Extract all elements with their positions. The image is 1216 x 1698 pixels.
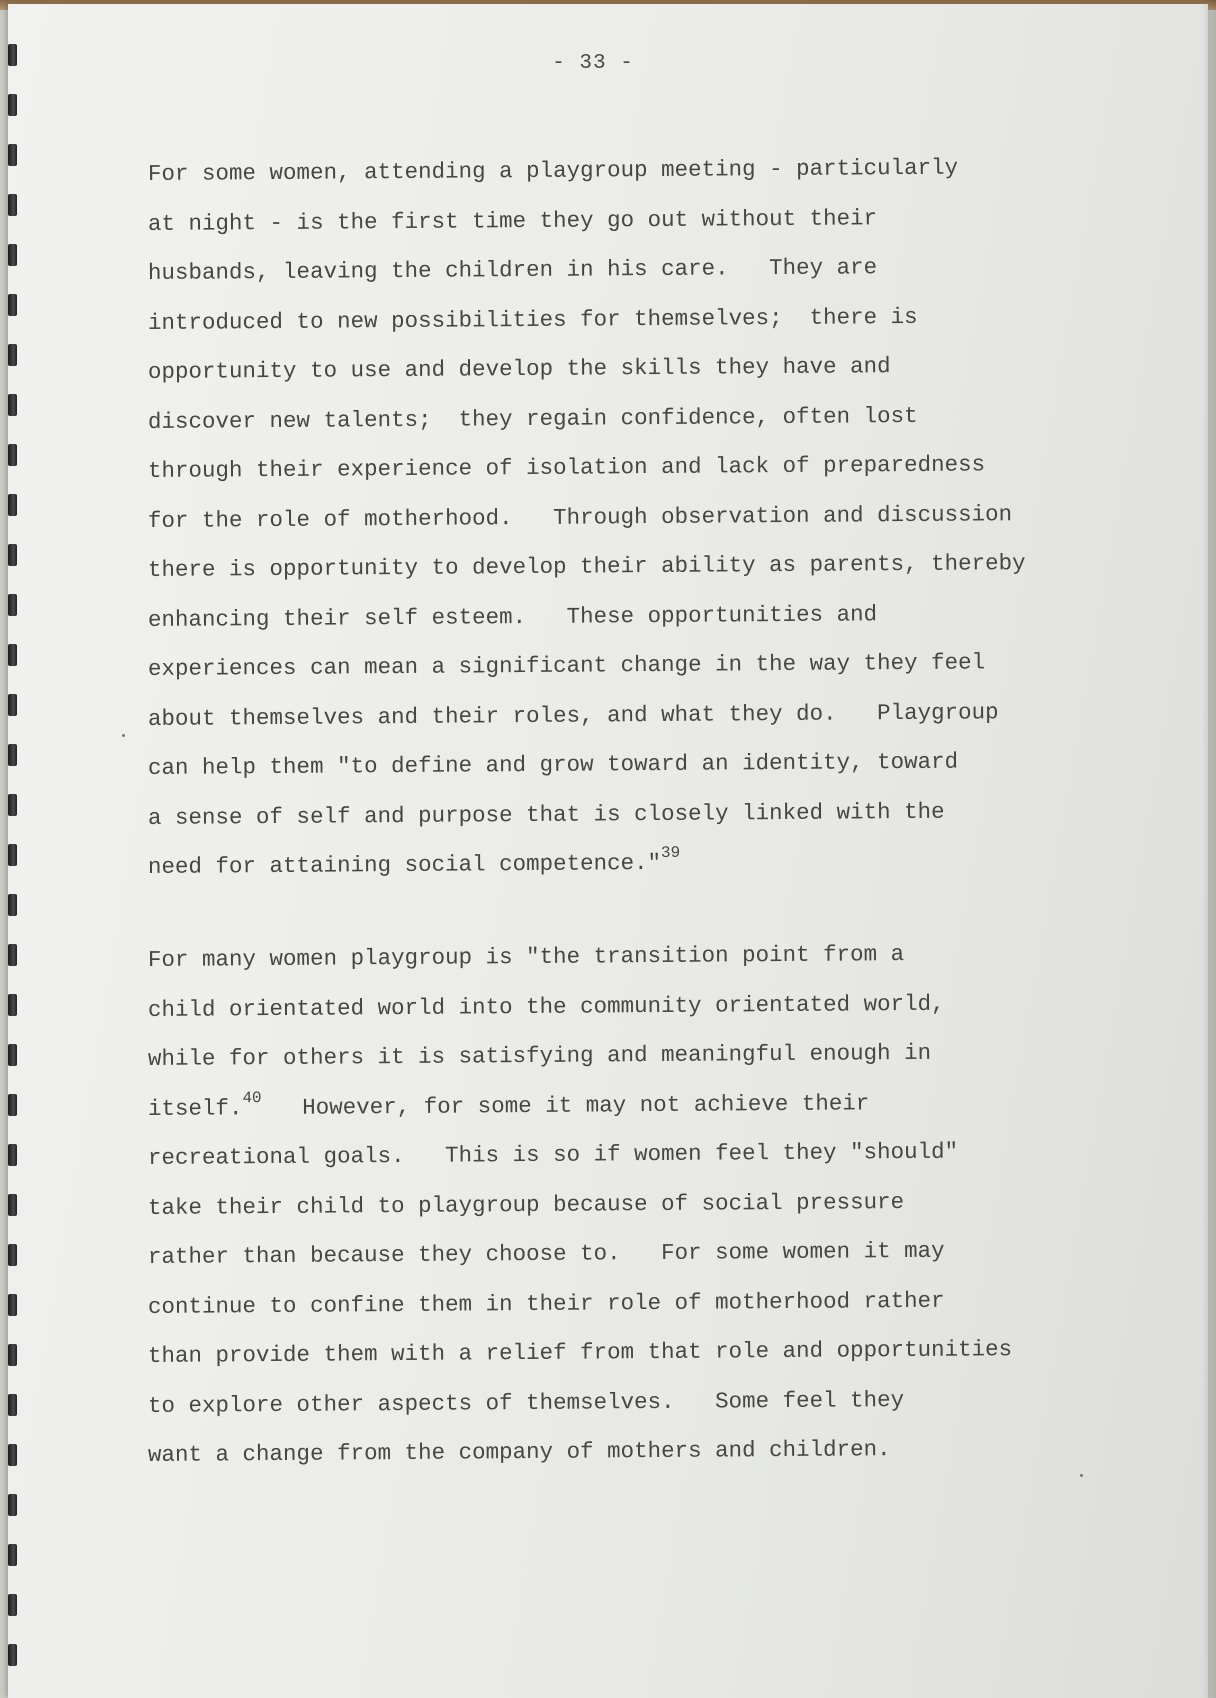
text-line: enhancing their self esteem. These opportunities and <box>147 600 878 633</box>
document-page <box>8 4 1208 1698</box>
page-number: - 33 - <box>552 52 634 75</box>
binding-ring <box>8 1544 17 1566</box>
text-line: experiences can mean a significant change in the way they feel <box>147 649 986 682</box>
binding-ring <box>8 344 17 366</box>
binding-ring <box>8 594 17 616</box>
binding-ring <box>8 644 17 666</box>
text-line: recreational goals. This is so if women feel they "should" <box>147 1138 959 1171</box>
text-line: rather than because they choose to. For some women it may <box>147 1237 945 1270</box>
binding-ring <box>8 1194 17 1216</box>
line-text: itself. <box>147 1094 243 1122</box>
binding-ring <box>8 994 17 1016</box>
text-line: a sense of self and purpose that is closely linked with the <box>147 798 945 831</box>
binding-ring <box>8 1344 17 1366</box>
binding-ring <box>8 394 17 416</box>
binding-ring <box>8 1094 17 1116</box>
binding-ring <box>8 244 17 266</box>
line-text-continued: However, for some it may not achieve their <box>261 1089 870 1121</box>
binding-ring <box>8 1444 17 1466</box>
paragraph-1 <box>148 150 1128 893</box>
text-line: child orientated world into the community orientated world, <box>147 990 945 1023</box>
binding-ring <box>8 1244 17 1266</box>
text-line: For some women, attending a playgroup meeting - particularly <box>147 154 959 187</box>
binding-ring <box>8 744 17 766</box>
text-line: for the role of motherhood. Through observation and discussion <box>147 500 1013 534</box>
text-line: husbands, leaving the children in his care. They are <box>147 254 878 286</box>
binding-ring <box>8 494 17 516</box>
text-line: For many women playgroup is "the transition point from a <box>147 941 905 973</box>
text-line: there is opportunity to develop their ability as parents, thereby <box>147 550 1026 583</box>
text-line: take their child to playgroup because of social pressure <box>147 1188 905 1221</box>
line-text: need for attaining social competence." <box>147 849 662 880</box>
binding-ring <box>8 1494 17 1516</box>
binding-ring <box>8 1144 17 1166</box>
text-line: discover new talents; they regain confidence, often lost <box>147 402 918 435</box>
binding-ring <box>8 894 17 916</box>
binding-ring <box>8 94 17 116</box>
binding-ring <box>8 1294 17 1316</box>
paper-speck <box>1080 1474 1083 1477</box>
paragraph-2 <box>148 936 1128 1481</box>
binding-ring <box>8 1394 17 1416</box>
binding-ring <box>8 294 17 316</box>
binding-ring <box>8 944 17 966</box>
text-line: while for others it is satisfying and meaningful enough in <box>147 1039 932 1072</box>
footnote-marker: 39 <box>660 843 681 862</box>
text-line: through their experience of isolation and lack of preparedness <box>147 451 986 484</box>
binding-ring <box>8 1044 17 1066</box>
text-line: at night - is the first time they go out without their <box>147 204 878 237</box>
page-edge-shadow <box>1202 0 1216 1698</box>
text-line: can help them "to define and grow toward an identity, toward <box>147 748 959 781</box>
binding-ring <box>8 444 17 466</box>
binding-ring <box>8 194 17 216</box>
paper-speck <box>122 734 125 737</box>
footnote-marker: 40 <box>242 1088 262 1107</box>
text-line: continue to confine them in their role of motherhood rather <box>147 1287 945 1320</box>
binding-ring <box>8 694 17 716</box>
text-line-with-footnote <box>148 835 1128 892</box>
text-line: to explore other aspects of themselves. Some feel they <box>147 1386 905 1419</box>
binding-ring <box>8 1594 17 1616</box>
text-line-with-footnote <box>148 1077 1128 1134</box>
binding-ring <box>8 544 17 566</box>
text-line: opportunity to use and develop the skills they have and <box>147 353 891 385</box>
binding-ring <box>8 1644 17 1666</box>
binding-ring <box>8 844 17 866</box>
text-line: introduced to new possibilities for themselves; there is <box>147 303 918 336</box>
spiral-binding <box>8 44 20 1684</box>
text-line: than provide them with a relief from that role and opportunities <box>147 1336 1013 1369</box>
binding-ring <box>8 794 17 816</box>
binding-ring <box>8 144 17 166</box>
text-line: about themselves and their roles, and what they do. Playgroup <box>147 698 999 732</box>
text-line: want a change from the company of mothers and children. <box>147 1436 891 1468</box>
